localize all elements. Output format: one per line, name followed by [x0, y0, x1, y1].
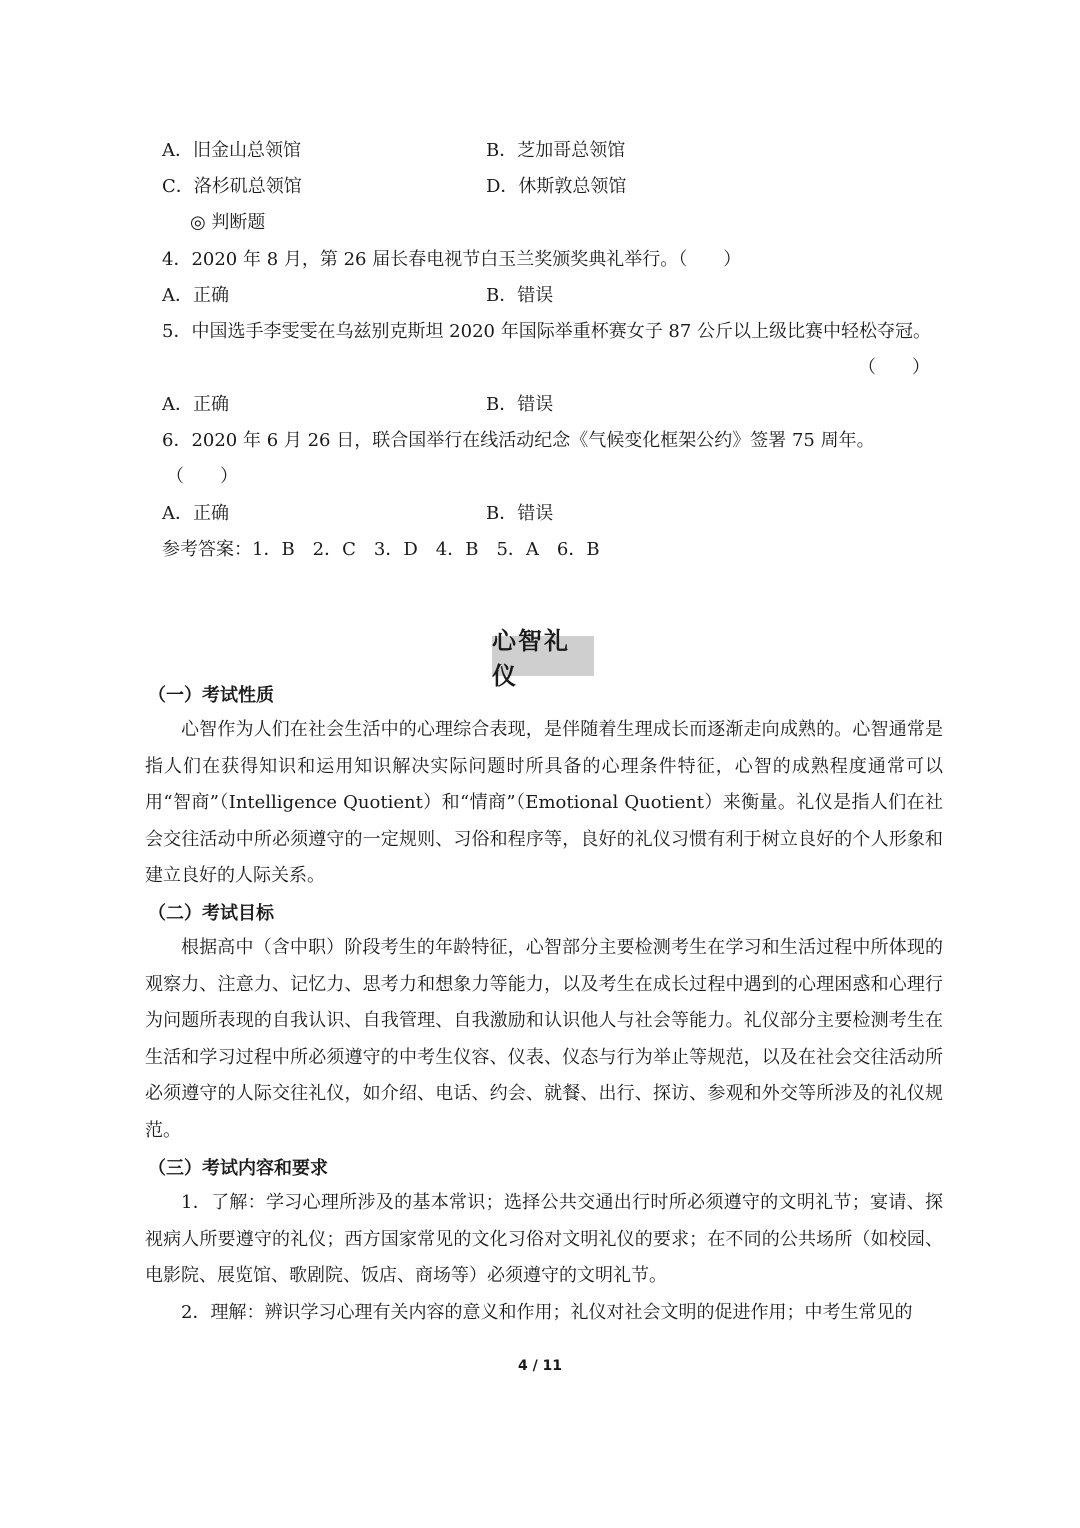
section-marker-true-false: ◎ 判断题: [190, 212, 266, 233]
paragraph-exam-nature: 心智作为人们在社会生活中的心理综合表现，是伴随着生理成长而逐渐走向成熟的。心智通常是指人们在获得知识和运用知识解决实际问题时所具备的心理条件特征，心智的成熟程度通常可以用“智商”（Intelligence Quotient）和“情商”（Emotional Quotient）来衡量。礼仪是指人们在社会交往活动中所必须遵守的一定规则、习俗和程序等，良好的礼仪习惯有利于树立良好的个人形象和建立良好的人际关系。: [145, 719, 943, 887]
q5-option-a: A．正确: [162, 394, 229, 415]
q5-answer-blank: （ ）: [858, 357, 930, 378]
heading-exam-nature: （一）考试性质: [148, 685, 274, 706]
page-number: 4 / 11: [517, 1358, 563, 1374]
q6-option-a: A．正确: [162, 503, 229, 524]
q3-option-a: A．旧金山总领馆: [162, 140, 301, 161]
q4-option-b: B．错误: [486, 285, 554, 306]
q4-option-a: A．正确: [162, 285, 229, 306]
question-6: 6．2020 年 6 月 26 日，联合国举行在线活动纪念《气候变化框架公约》签署 75 周年。: [162, 430, 875, 451]
paragraph-content-item-2: 2．理解：辨识学习心理有关内容的意义和作用；礼仪对社会文明的促进作用；中考生常见的: [181, 1302, 913, 1323]
answer-key: 参考答案：1．B 2．C 3．D 4．B 5．A 6．B: [162, 539, 600, 560]
question-4: 4．2020 年 8 月，第 26 届长春电视节白玉兰奖颁奖典礼举行。（ ）: [162, 249, 742, 270]
q6-answer-blank: （ ）: [166, 466, 238, 487]
heading-exam-content: （三）考试内容和要求: [148, 1158, 328, 1179]
q3-option-d: D．休斯敦总领馆: [486, 176, 627, 197]
heading-exam-objectives: （二）考试目标: [148, 903, 274, 924]
question-5: 5．中国选手李雯雯在乌兹别克斯坦 2020 年国际举重杯赛女子 87 公斤以上级比赛中轻松夺冠。: [162, 321, 932, 342]
q6-option-b: B．错误: [486, 503, 554, 524]
q5-option-b: B．错误: [486, 394, 554, 415]
section-title: 心智礼仪: [492, 636, 594, 676]
paragraph-content-item-1: 1．了解：学习心理所涉及的基本常识；选择公共交通出行时所必须遵守的文明礼节；宴请、探视病人所要遵守的礼仪；西方国家常见的文化习俗对文明礼仪的要求；在不同的公共场所（如校园、电影院、展览馆、歌剧院、饭店、商场等）必须遵守的文明礼节。: [145, 1192, 943, 1287]
paragraph-exam-objectives: 根据高中（含中职）阶段考生的年龄特征，心智部分主要检测考生在学习和生活过程中所体现的观察力、注意力、记忆力、思考力和想象力等能力，以及考生在成长过程中遇到的心理困惑和心理行为问题所表现的自我认识、自我管理、自我激励和认识他人与社会等能力。礼仪部分主要检测考生在生活和学习过程中所必须遵守的中考生仪容、仪表、仪态与行为举止等规范，以及在社会交往活动所必须遵守的人际交往礼仪，如介绍、电话、约会、就餐、出行、探访、参观和外交等所涉及的礼仪规范。: [145, 937, 943, 1141]
q3-option-c: C．洛杉矶总领馆: [162, 176, 302, 197]
q3-option-b: B．芝加哥总领馆: [486, 140, 626, 161]
